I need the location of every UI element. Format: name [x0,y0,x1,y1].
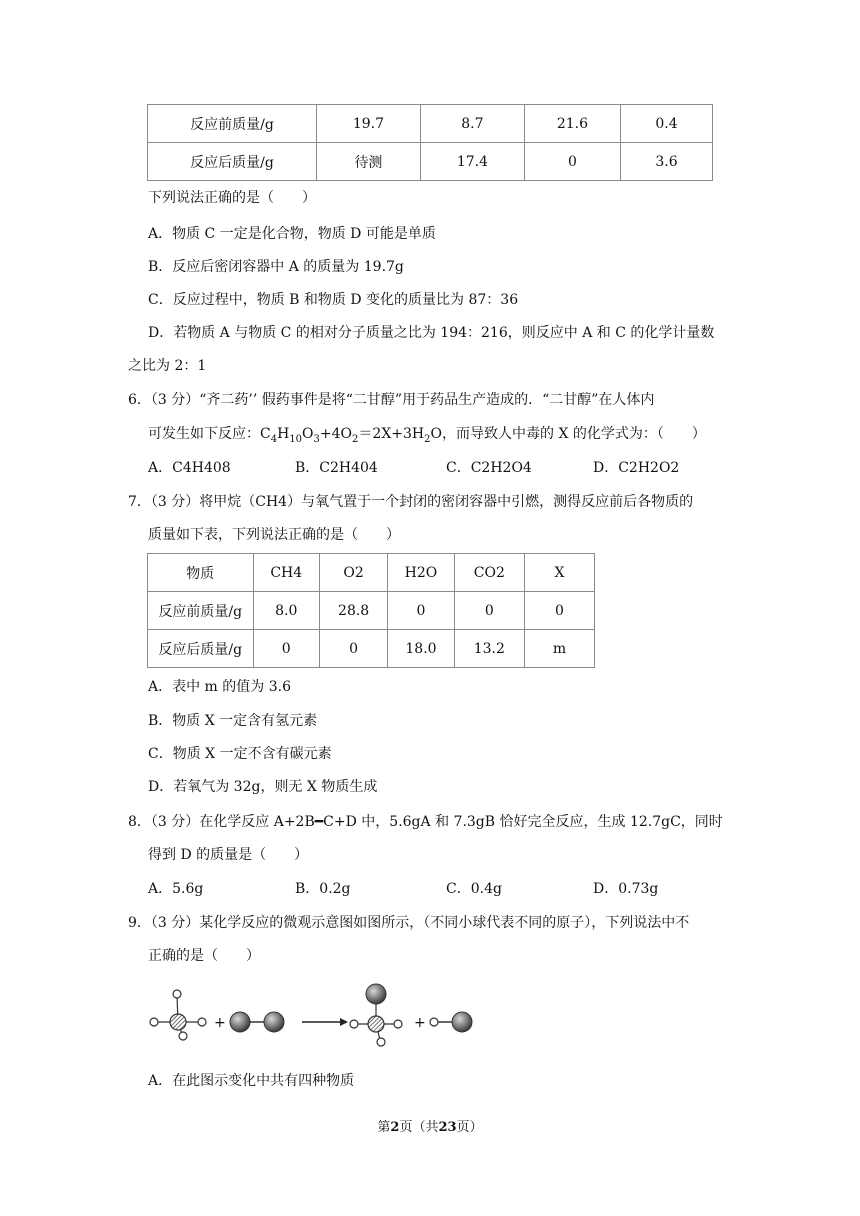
table-row [148,143,713,181]
q6-option-d: D．C2H2O2 [593,460,680,476]
q8-stem-line2: 得到 D 的质量是（ ） [148,847,309,863]
q5-prompt: 下列说法正确的是（ ） [148,190,316,206]
table-cell: 28.8 [319,592,387,630]
q8-option-c: C．0.4g [446,881,502,897]
substituted-molecule-icon [350,984,402,1046]
diatomic-big-molecule-icon [230,1012,284,1032]
table-cell: 21.6 [524,105,620,143]
q6-stem-line1: 6．（3 分）“齐二药’’ 假药事件是将“二甘醇”用于药品生产造成的．“二甘醇”在人体内 [128,392,655,408]
table-cell: 反应前质量/g [148,105,317,143]
q7-stem-line2: 质量如下表，下列说法正确的是（ ） [148,527,400,543]
table-header-cell: H2O [388,554,454,592]
q6-stem-post: ，而导致人中毒的 X 的化学式为：（ ） [442,426,706,442]
table-cell: 反应前质量/g [148,592,254,630]
table-cell: m [524,630,594,668]
q7-option-a: A．表中 m 的值为 3.6 [148,679,292,695]
page-footer [0,1116,860,1135]
reaction-table-q5 [147,104,713,181]
table-header-cell: CH4 [253,554,319,592]
plus-sign-icon: + [414,1015,426,1031]
q7-stem-line1: 7．（3 分）将甲烷（CH4）与氧气置于一个封闭的密闭容器中引燃，测得反应前后各物质的 [128,494,694,510]
footer-post: 页） [456,1120,483,1135]
table-header-cell: 物质 [148,554,254,592]
q9-stem-line1: 9．（3 分）某化学反应的微观示意图如图所示，（不同小球代表不同的原子），下列说法中不 [128,915,690,931]
table-cell: 0 [454,592,524,630]
q5-option-d-cont: 之比为 2：1 [128,358,207,374]
q5-option-b: B．反应后密闭容器中 A 的质量为 19.7g [148,259,404,275]
table-row [148,105,713,143]
table-cell: 3.6 [620,143,712,181]
reaction-diagram [140,980,500,1060]
q9-stem-line2: 正确的是（ ） [148,948,260,964]
table-cell: 19.7 [316,105,420,143]
q7-option-d: D．若氧气为 32g，则无 X 物质生成 [148,779,378,795]
table-cell: 0.4 [620,105,712,143]
table-cell: 0 [319,630,387,668]
methane-like-molecule-icon [150,990,206,1040]
page-number: 2 [390,1120,400,1135]
total-pages: 23 [438,1120,457,1135]
q5-option-c: C．反应过程中，物质 B 和物质 D 变化的质量比为 87：36 [148,292,519,308]
table-header-cell: X [524,554,594,592]
table-cell: 0 [524,592,594,630]
table-cell: 反应后质量/g [148,143,317,181]
q6-option-c: C．C2H2O4 [446,460,532,476]
small-big-molecule-icon [430,1012,472,1032]
q8-option-d: D．0.73g [593,881,659,897]
q7-option-b: B．物质 X 一定含有氢元素 [148,713,318,729]
q6-stem-line2: 可发生如下反应：$C_4H_{10}O_3+4O_2=2X+3H_2O$，而导致人中毒的 X 的化学式为：（ ） [148,426,706,445]
q9-option-a: A．在此图示变化中共有四种物质 [148,1073,355,1089]
plus-sign-icon: + [214,1015,226,1031]
table-cell: 0 [388,592,454,630]
table-cell: 0 [524,143,620,181]
table-row [148,630,595,668]
q6-option-b: B．C2H404 [295,460,378,476]
table-cell: 反应后质量/g [148,630,254,668]
table-cell: 18.0 [388,630,454,668]
q8-option-a: A．5.6g [148,881,204,897]
q6-option-a: A．C4H408 [148,460,231,476]
reaction-arrow-icon [302,1018,348,1026]
table-header-cell: CO2 [454,554,524,592]
q7-option-c: C．物质 X 一定不含有碳元素 [148,746,332,762]
table-cell: 8.0 [253,592,319,630]
table-cell: 17.4 [420,143,524,181]
table-header-cell: O2 [319,554,387,592]
table-cell: 待测 [316,143,420,181]
q8-stem-line1: 8．（3 分）在化学反应 A+2B━C+D 中，5.6gA 和 7.3gB 恰好完全反应，生成 12.7gC，同时 [128,814,723,830]
q5-option-d: D．若物质 A 与物质 C 的相对分子质量之比为 194：216，则反应中 A 和 C 的化学计量数 [148,325,715,341]
table-cell: 8.7 [420,105,524,143]
footer-pre: 第 [377,1120,391,1135]
table-row [148,592,595,630]
table-cell: 13.2 [454,630,524,668]
table-cell: 0 [253,630,319,668]
table-row [148,554,595,592]
reaction-table-q7 [147,553,595,668]
q8-option-b: B．0.2g [295,881,351,897]
q5-option-a: A．物质 C 一定是化合物，物质 D 可能是单质 [148,226,436,242]
q6-stem-pre: 可发生如下反应：C [148,426,271,442]
footer-mid: 页（共 [399,1120,439,1135]
